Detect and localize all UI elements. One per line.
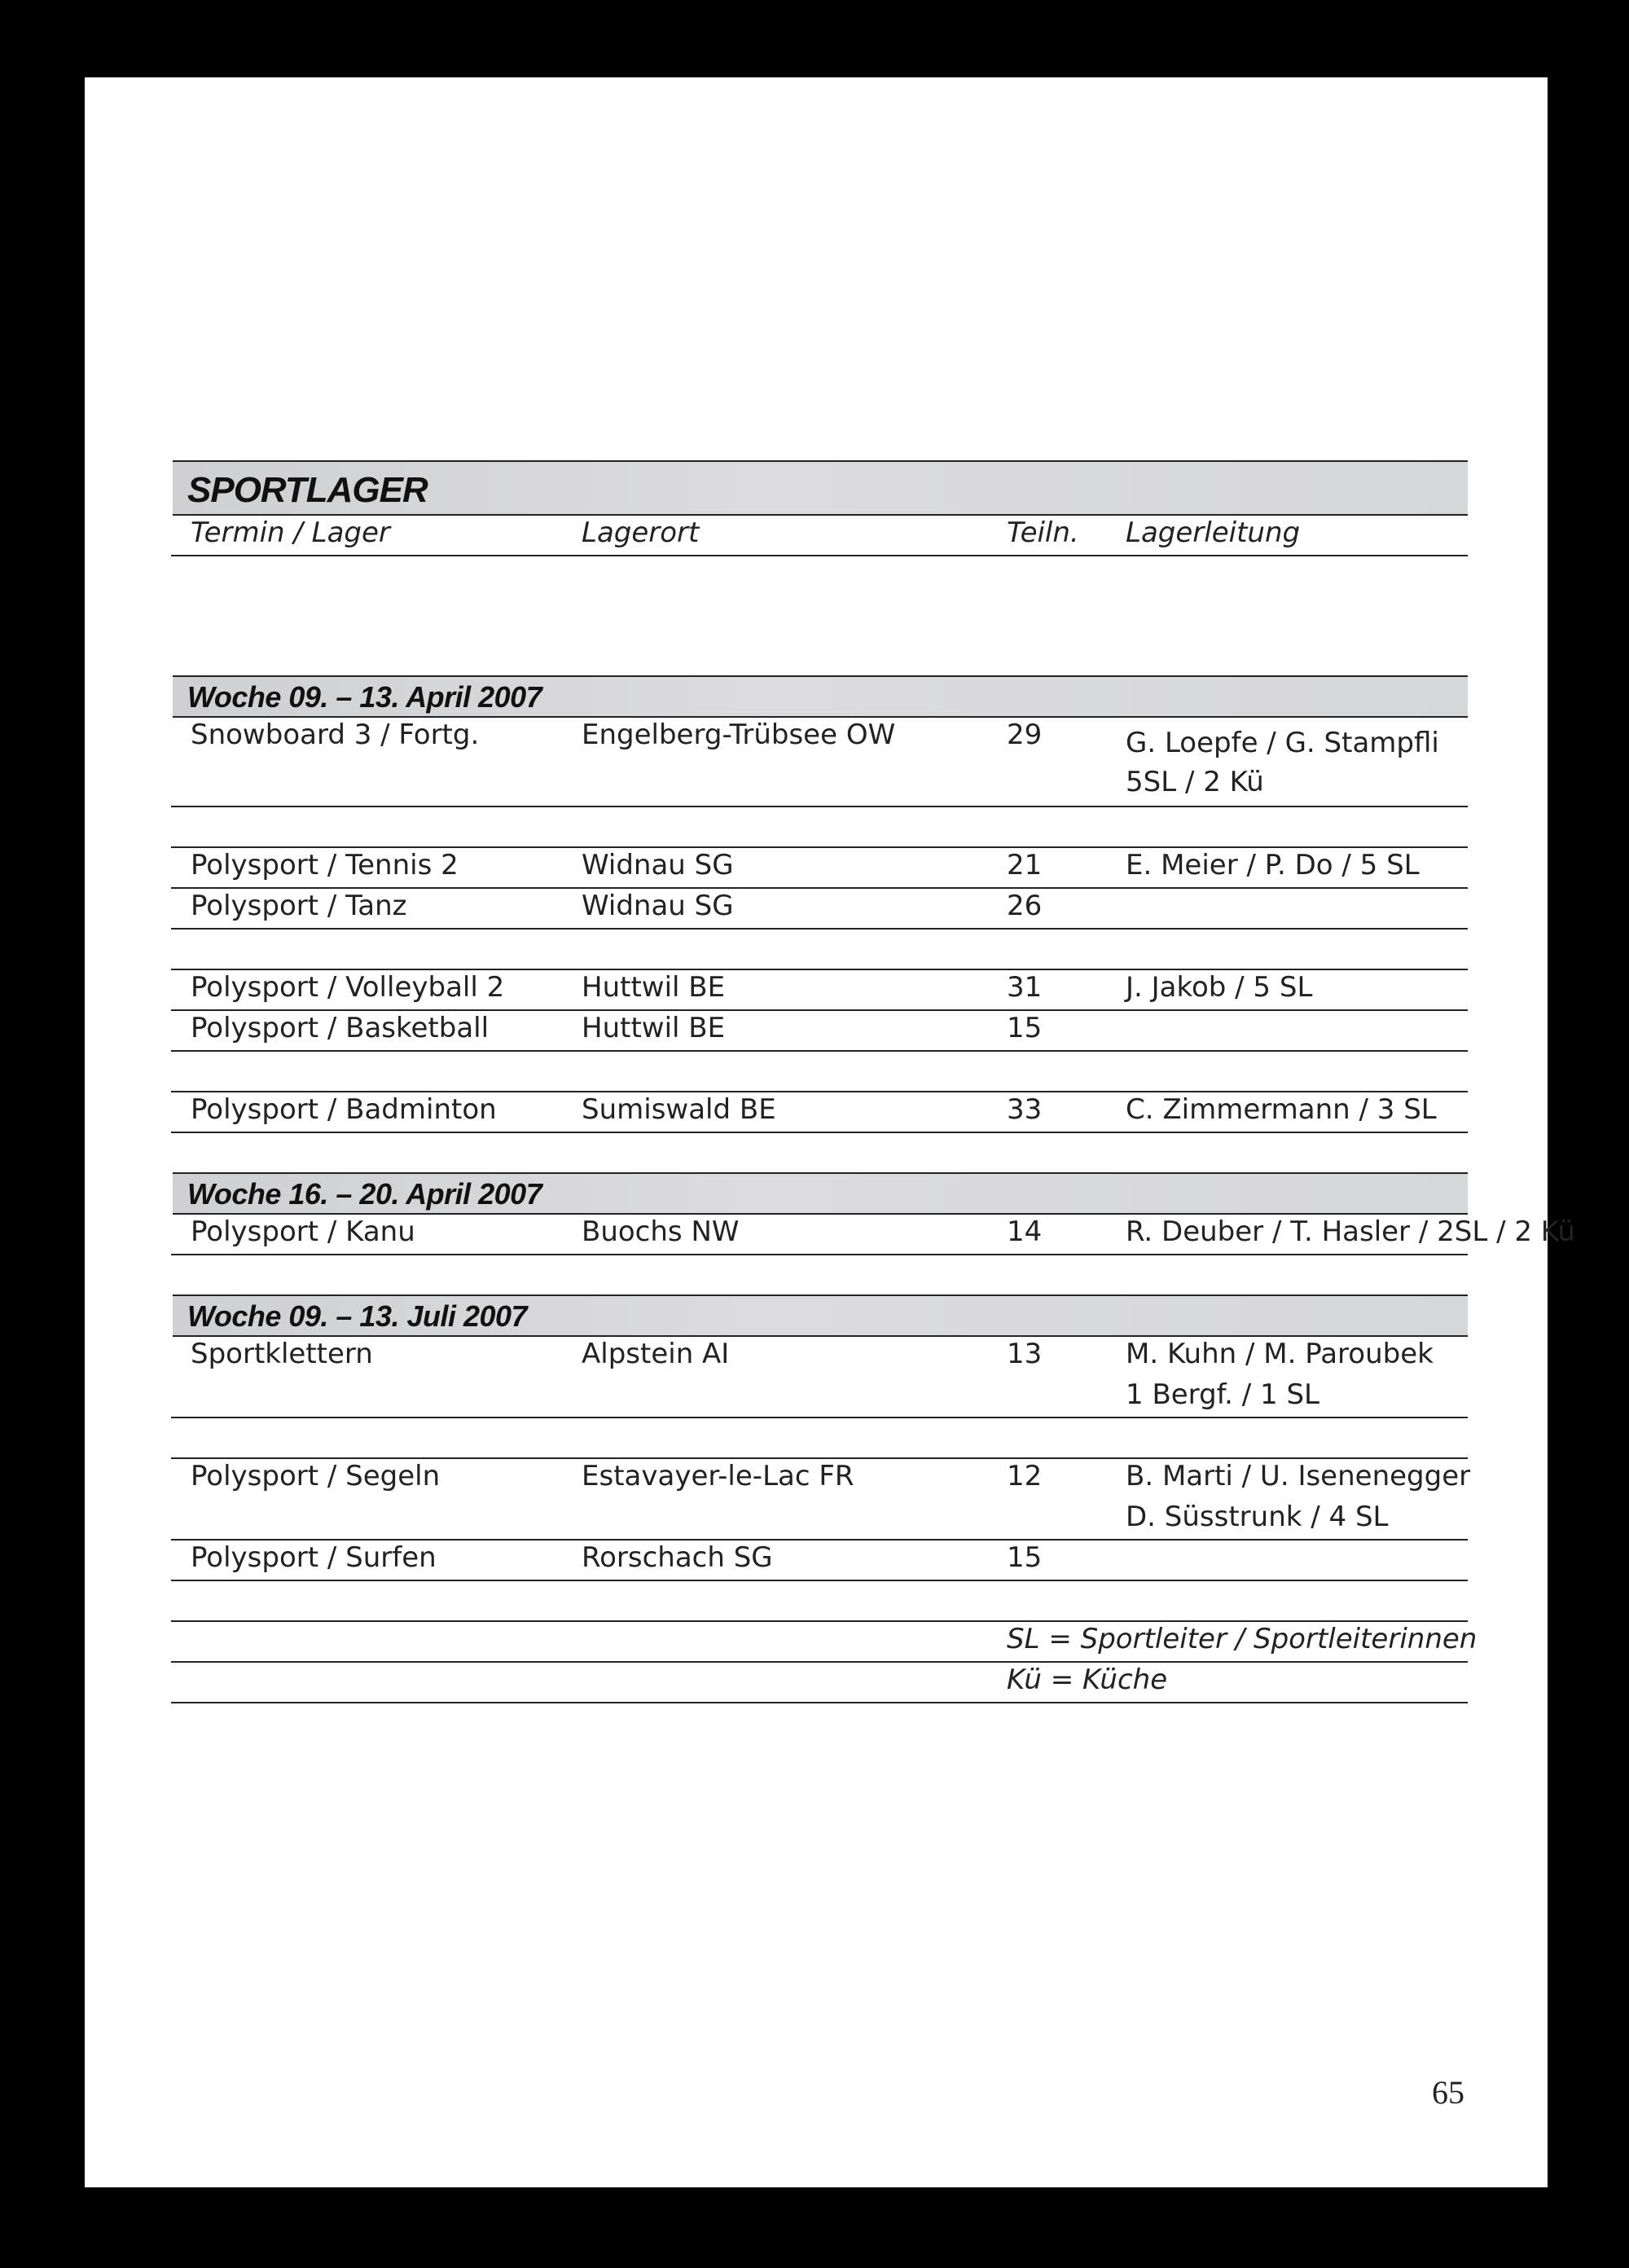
row-termin: Polysport / Surfen — [191, 1541, 437, 1574]
title-band — [173, 460, 1468, 516]
divider — [171, 1254, 1468, 1255]
divider — [171, 555, 1468, 556]
row-lagerort: Estavayer-le-Lac FR — [582, 1460, 854, 1492]
row-termin: Polysport / Tennis 2 — [191, 849, 459, 881]
row-termin: Polysport / Tanz — [191, 890, 407, 922]
row-teiln: 29 — [1007, 719, 1043, 751]
divider — [171, 928, 1468, 930]
divider — [171, 1132, 1468, 1133]
header-lagerleitung: Lagerleitung — [1126, 516, 1301, 549]
row-lagerleitung: B. Marti / U. Isenenegger — [1126, 1460, 1471, 1492]
week-band — [173, 675, 1468, 718]
row-lagerleitung: 1 Bergf. / 1 SL — [1126, 1378, 1319, 1411]
row-teiln: 31 — [1007, 971, 1043, 1004]
row-termin: Polysport / Badminton — [191, 1093, 497, 1126]
row-lagerort: Widnau SG — [582, 849, 734, 881]
row-teiln: 15 — [1007, 1012, 1043, 1044]
header-termin: Termin / Lager — [191, 516, 390, 549]
header-teiln: Teiln. — [1007, 516, 1079, 549]
divider — [171, 1702, 1468, 1703]
row-teiln: 26 — [1007, 890, 1043, 922]
divider — [171, 1580, 1468, 1581]
row-teiln: 21 — [1007, 849, 1043, 881]
divider — [171, 1050, 1468, 1052]
row-lagerort: Huttwil BE — [582, 1012, 726, 1044]
row-termin: Polysport / Volleyball 2 — [191, 971, 505, 1004]
table-title: SPORTLAGER — [187, 470, 428, 510]
divider — [171, 806, 1468, 807]
row-termin: Polysport / Basketball — [191, 1012, 490, 1044]
row-termin: Snowboard 3 / Fortg. — [191, 719, 480, 751]
row-termin: Sportklettern — [191, 1338, 373, 1370]
page-number: 65 — [1432, 2074, 1464, 2111]
row-lagerort: Sumiswald BE — [582, 1093, 776, 1126]
row-lagerleitung: E. Meier / P. Do / 5 SL — [1126, 849, 1420, 881]
divider — [171, 1661, 1468, 1663]
document-page — [85, 77, 1575, 2187]
row-lagerort: Alpstein AI — [582, 1338, 730, 1370]
week-label: Woche 09. – 13. Juli 2007 — [187, 1299, 528, 1333]
row-teiln: 33 — [1007, 1093, 1043, 1126]
row-lagerort: Huttwil BE — [582, 971, 726, 1004]
week-band — [173, 1172, 1468, 1215]
row-teiln: 12 — [1007, 1460, 1043, 1492]
row-lagerleitung: G. Loepfe / G. Stampfli — [1126, 727, 1439, 759]
row-lagerort: Engelberg-Trübsee OW — [582, 719, 896, 751]
row-lagerort: Widnau SG — [582, 890, 734, 922]
row-lagerleitung: C. Zimmermann / 3 SL — [1126, 1093, 1437, 1126]
row-lagerleitung: R. Deuber / T. Hasler / 2SL / 2 Kü — [1126, 1215, 1575, 1248]
row-teiln: 13 — [1007, 1338, 1043, 1370]
row-teiln: 15 — [1007, 1541, 1043, 1574]
week-label: Woche 16. – 20. April 2007 — [187, 1177, 542, 1211]
footnote-kue: Kü = Küche — [1007, 1664, 1168, 1696]
divider — [171, 1417, 1468, 1418]
row-teiln: 14 — [1007, 1215, 1043, 1248]
row-lagerleitung: 5SL / 2 Kü — [1126, 766, 1264, 798]
footnote-sl: SL = Sportleiter / Sportleiterinnen — [1007, 1623, 1478, 1655]
header-lagerort: Lagerort — [582, 516, 700, 549]
week-label: Woche 09. – 13. April 2007 — [187, 680, 542, 714]
row-lagerleitung: J. Jakob / 5 SL — [1126, 971, 1313, 1004]
row-lagerleitung: M. Kuhn / M. Paroubek — [1126, 1338, 1434, 1370]
row-lagerort: Buochs NW — [582, 1215, 740, 1248]
row-lagerleitung: D. Süsstrunk / 4 SL — [1126, 1501, 1389, 1533]
week-band — [173, 1294, 1468, 1337]
row-lagerort: Rorschach SG — [582, 1541, 773, 1574]
row-termin: Polysport / Segeln — [191, 1460, 441, 1492]
row-termin: Polysport / Kanu — [191, 1215, 415, 1248]
